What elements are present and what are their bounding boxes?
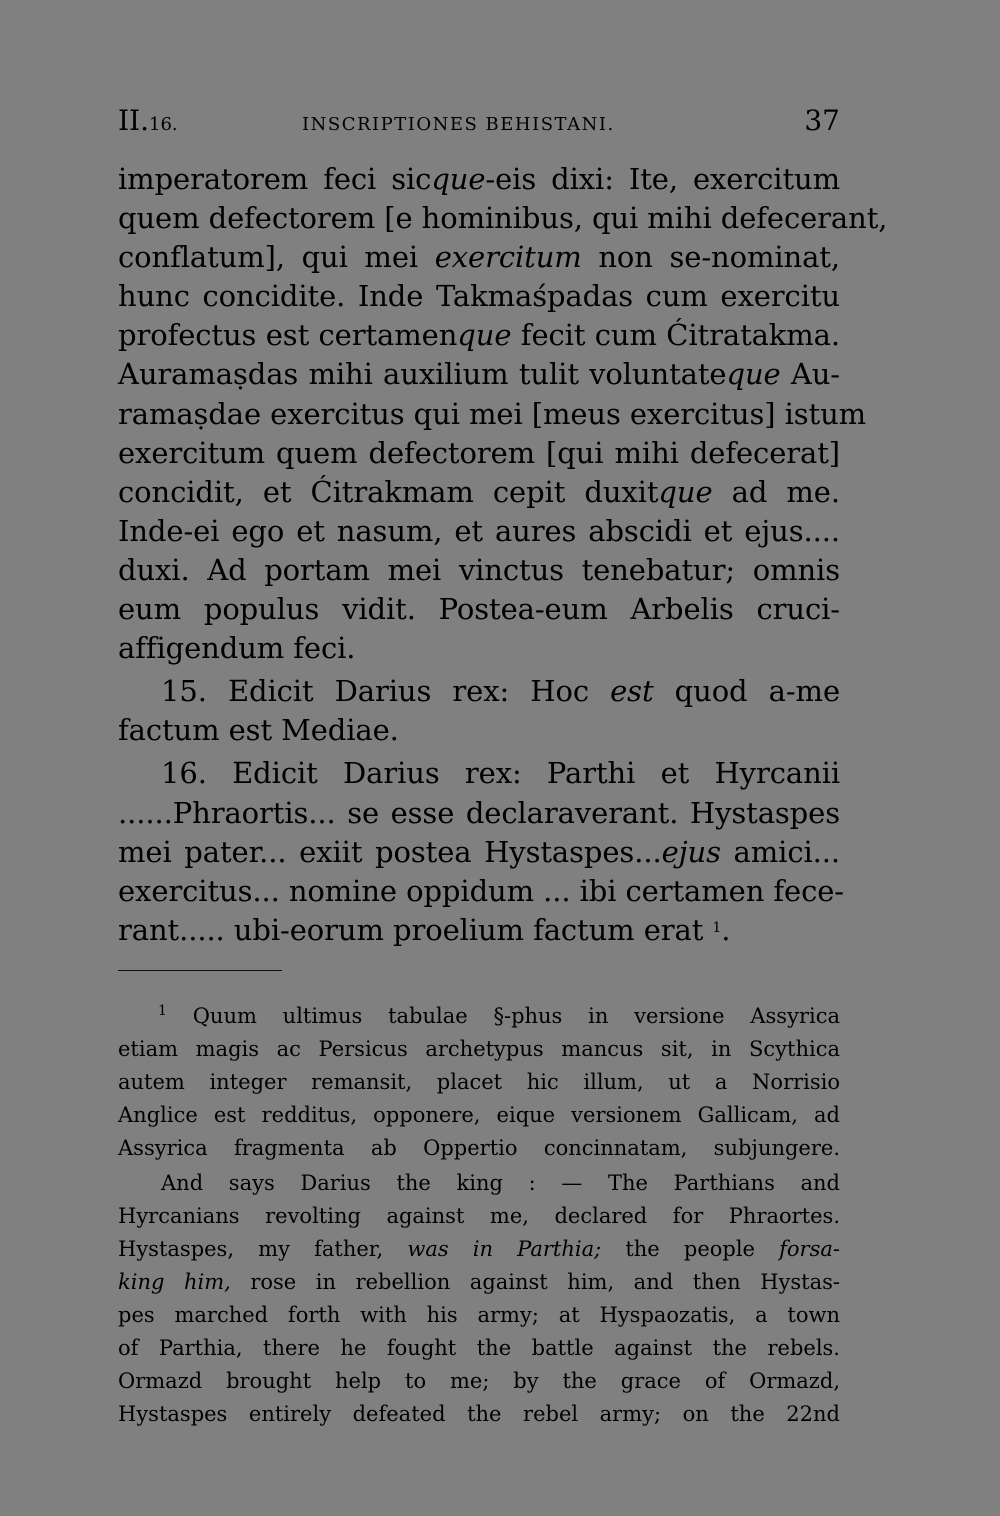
footnote-divider <box>118 970 282 971</box>
text-span: Quum ultimus tabulae §-phus in versione Assyrica <box>166 1004 840 1028</box>
text-span: Auramaṣdas mihi auxilium tulit voluntate <box>118 357 727 392</box>
text-span: ad me. <box>712 474 840 509</box>
page-number: 37 <box>804 104 840 137</box>
paragraph-16-line: ......Phraortis... se esse declaraverant. Hystaspes <box>118 795 840 830</box>
paragraph-16-line <box>118 911 840 950</box>
text-span: Hystaspes, my father, <box>118 1237 408 1262</box>
text-span: . <box>721 912 731 947</box>
text-span: rose in rebellion against him, and then Hystas- <box>230 1270 840 1295</box>
paragraph-15-line <box>118 672 840 711</box>
section-number: 16. <box>149 114 178 135</box>
text-line <box>118 473 840 512</box>
section-marker <box>118 104 178 137</box>
text-span: imperatorem feci sic <box>118 162 432 196</box>
text-line: Inde-ei ego et nasum, et aures abscidi et ejus.... <box>118 513 840 548</box>
paragraph-16-line: 16. Edicit Darius rex: Parthi et Hyrcanii <box>161 756 840 791</box>
text-span: the people <box>601 1237 780 1262</box>
text-span: mei pater... exiit postea Hystaspes... <box>118 834 662 869</box>
footnote-line <box>118 1000 840 1033</box>
text-line: ramaṣdae exercitus qui mei [meus exercitus] istum <box>118 396 867 431</box>
text-span: -eis dixi: Ite, exercitum <box>485 162 840 196</box>
footnote-line: Hystaspes entirely defeated the rebel army; on the 22nd <box>118 1401 840 1426</box>
text-line <box>118 160 840 199</box>
footnote-line: And says Darius the king : — The Parthians and <box>161 1171 840 1196</box>
italic-span: king him, <box>118 1270 231 1295</box>
text-line <box>118 238 840 277</box>
paragraph-15-line: factum est Mediae. <box>118 713 399 748</box>
text-line <box>118 316 840 355</box>
paragraph-16-line: exercitus... nomine oppidum ... ibi certamen fece- <box>118 873 845 908</box>
text-span: concidit, et Ćitrakmam cepit duxit <box>118 474 659 509</box>
text-line: eum populus vidit. Postea-eum Arbelis cruci- <box>118 592 840 627</box>
footnote-line: Assyrica fragmenta ab Oppertio concinnatam, subjungere. <box>118 1135 840 1160</box>
italic-span: que <box>457 318 512 353</box>
italic-span: exercitum <box>434 240 582 275</box>
footnote-ref: 1 <box>712 919 722 936</box>
italic-span: que <box>726 357 781 392</box>
text-line: hunc concidite. Inde Takmaśpadas cum exercitu <box>118 279 840 314</box>
text-span: Au- <box>780 357 840 392</box>
footnote-line: autem integer remansit, placet hic illum, ut a Norrisio <box>118 1069 840 1094</box>
text-line: exercitum quem defectorem [qui mihi defecerat] <box>118 435 840 470</box>
italic-span: was in Parthia; <box>407 1237 602 1262</box>
text-span: quod a-me <box>653 674 840 709</box>
footnote-line: of Parthia, there he fought the battle against the rebels. <box>118 1335 840 1360</box>
footnote <box>118 1000 840 1431</box>
footnote-line: Anglice est redditus, opponere, eique versionem Gallicam, ad <box>118 1102 840 1127</box>
footnote-line <box>118 1233 840 1266</box>
text-span: 15. Edicit Darius rex: Hoc <box>161 674 611 709</box>
footnote-line: Hyrcanians revolting against me, declared for Phraortes. <box>118 1204 840 1229</box>
footnote-mark: 1 <box>158 1003 167 1019</box>
text-line: quem defectorem [e hominibus, qui mihi defecerant, <box>118 201 888 236</box>
footnote-line: pes marched forth with his army; at Hyspaozatis, a town <box>118 1303 840 1328</box>
italic-span: que <box>431 162 486 196</box>
section-label: II. <box>118 104 150 137</box>
footnote-line: Ormazd brought help to me; by the grace of Ormazd, <box>118 1368 840 1393</box>
text-span: fecit cum Ćitratakma. <box>511 318 840 353</box>
footnote-line: etiam magis ac Persicus archetypus mancus sit, in Scythica <box>118 1036 840 1061</box>
italic-span: ejus <box>661 834 721 869</box>
footnote-line <box>118 1266 840 1299</box>
italic-span: que <box>658 474 713 509</box>
main-text <box>118 160 888 950</box>
text-span: profectus est certamen <box>118 318 458 353</box>
text-span: rant..... ubi-eorum proelium factum erat <box>118 912 704 947</box>
text-line: affigendum feci. <box>118 631 356 666</box>
running-title: INSCRIPTIONES BEHISTANI. <box>302 114 615 135</box>
text-span: amici... <box>720 834 840 869</box>
text-line <box>118 355 840 394</box>
text-line: duxi. Ad portam mei vinctus tenebatur; omnis <box>118 552 840 587</box>
paragraph-16-line <box>118 833 840 872</box>
italic-span: est <box>610 674 654 709</box>
italic-span: forsa- <box>779 1237 840 1262</box>
page-header <box>118 104 840 140</box>
text-span: conflatum], qui mei <box>118 240 435 275</box>
text-span: non se-nominat, <box>581 240 840 275</box>
